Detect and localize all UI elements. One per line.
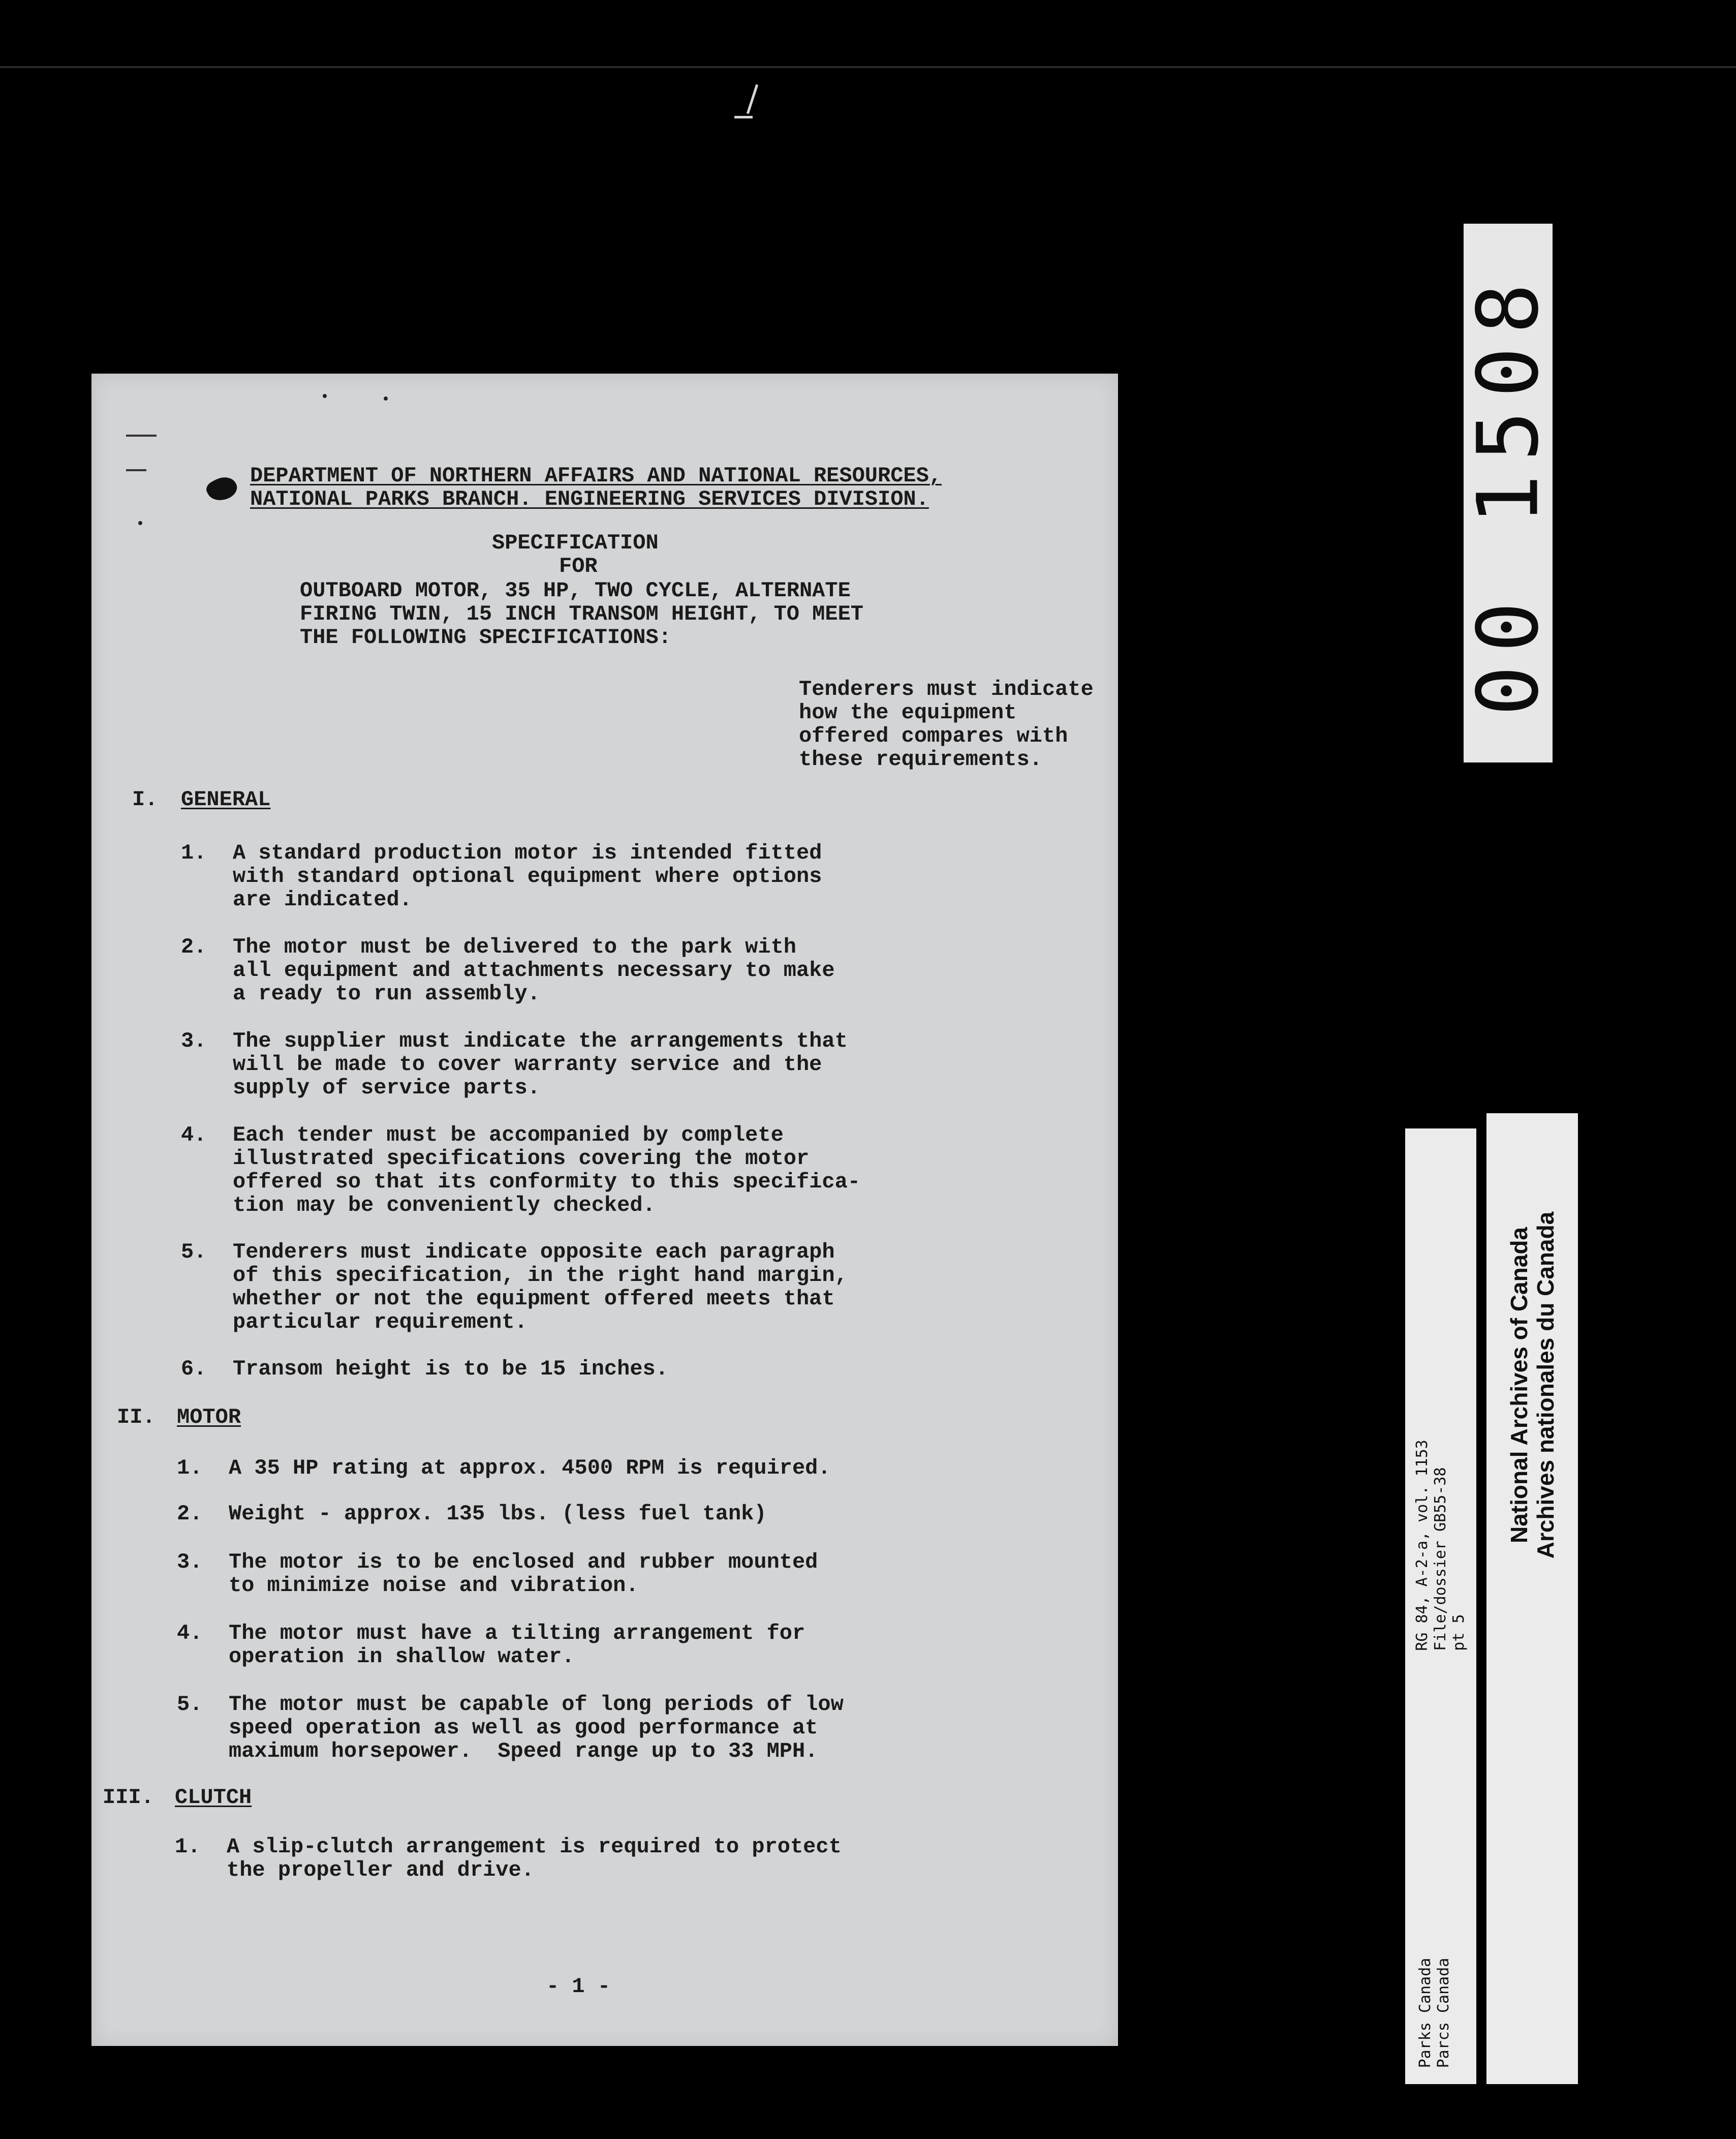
section-numeral: II.	[117, 1405, 156, 1429]
header-line-1: DEPARTMENT OF NORTHERN AFFAIRS AND NATIONAL RESOURCES,	[250, 464, 942, 488]
item-number: 3.	[181, 1029, 207, 1053]
item-line: are indicated.	[233, 888, 412, 912]
item-line: offered so that its conformity to this specifica-	[233, 1170, 861, 1194]
item-line: Tenderers must indicate opposite each paragraph	[233, 1240, 835, 1264]
archive-label-parks	[1405, 1128, 1476, 2084]
header-line-2: NATIONAL PARKS BRANCH. ENGINEERING SERVICES DIVISION.	[250, 487, 929, 511]
item-number: 2.	[177, 1502, 203, 1526]
item-number: 4.	[181, 1123, 207, 1147]
speck	[138, 521, 142, 525]
item-line: Weight - approx. 135 lbs. (less fuel tank)	[229, 1502, 767, 1526]
document-page	[91, 374, 1118, 2046]
item-number: 5.	[177, 1692, 203, 1717]
title-line-1: SPECIFICATION	[492, 531, 659, 555]
item-line: Each tender must be accompanied by complete	[233, 1123, 784, 1147]
title-line-2: FOR	[559, 554, 598, 578]
item-number: 2.	[181, 935, 207, 959]
item-line: particular requirement.	[233, 1310, 528, 1334]
item-line: with standard optional equipment where options	[233, 864, 822, 889]
item-line: A slip-clutch arrangement is required to protect	[227, 1835, 842, 1859]
agency-line-en: Parks Canada	[1416, 1958, 1434, 2068]
item-line: illustrated specifications covering the motor	[233, 1146, 810, 1171]
stray-mark	[747, 84, 758, 114]
reference-block	[1413, 1440, 1468, 1651]
item-line: of this specification, in the right hand margin,	[233, 1263, 848, 1288]
item-line: speed operation as well as good performance at	[229, 1716, 818, 1740]
item-line: a ready to run assembly.	[233, 982, 540, 1006]
side-note-line-3: offered compares with	[799, 724, 1068, 748]
item-line: tion may be conveniently checked.	[233, 1193, 656, 1217]
frame-number: 00 1508	[1459, 270, 1557, 716]
side-note-line-1: Tenderers must indicate	[799, 677, 1094, 701]
section-numeral: III.	[103, 1785, 154, 1810]
item-line: will be made to cover warranty service and the	[233, 1052, 822, 1077]
ink-blot	[204, 472, 240, 506]
title-line-5: THE FOLLOWING SPECIFICATIONS:	[300, 625, 671, 650]
speck	[384, 396, 388, 401]
margin-mark	[126, 435, 157, 437]
agency-block	[1416, 1958, 1453, 2068]
archives-block	[1506, 1212, 1559, 1559]
speck	[323, 394, 327, 398]
reference-line-3: pt 5	[1450, 1614, 1468, 1651]
item-number: 4.	[177, 1621, 203, 1645]
item-line: maximum horsepower. Speed range up to 33 MPH.	[229, 1739, 818, 1763]
item-line: whether or not the equipment offered meets that	[233, 1287, 835, 1311]
film-edge-line	[0, 66, 1736, 68]
item-number: 6.	[181, 1357, 207, 1381]
section-heading: GENERAL	[181, 787, 271, 812]
archive-label-national	[1486, 1113, 1578, 2084]
item-line: A standard production motor is intended fitted	[233, 841, 822, 865]
item-number: 1.	[175, 1835, 201, 1859]
item-line: supply of service parts.	[233, 1076, 540, 1100]
frame-number-stamp	[1459, 224, 1557, 762]
item-line: all equipment and attachments necessary to make	[233, 958, 835, 983]
side-note-line-4: these requirements.	[799, 747, 1042, 772]
side-note-line-2: how the equipment	[799, 700, 1017, 725]
item-line: The motor must have a tilting arrangement for	[229, 1621, 805, 1645]
item-line: The motor must be capable of long periods of low	[229, 1692, 844, 1717]
item-line: Transom height is to be 15 inches.	[233, 1357, 668, 1381]
title-line-3: OUTBOARD MOTOR, 35 HP, TWO CYCLE, ALTERNATE	[300, 578, 851, 603]
archives-line-fr: Archives nationales du Canada	[1532, 1211, 1559, 1559]
archives-line-en: National Archives of Canada	[1506, 1227, 1532, 1544]
section-heading: CLUTCH	[175, 1785, 252, 1810]
margin-mark	[126, 469, 146, 471]
item-line: A 35 HP rating at approx. 4500 RPM is required.	[229, 1456, 831, 1480]
section-heading: MOTOR	[177, 1405, 241, 1429]
stray-mark	[734, 116, 753, 118]
item-line: operation in shallow water.	[229, 1644, 575, 1669]
item-line: The supplier must indicate the arrangements that	[233, 1029, 848, 1053]
agency-line-fr: Parcs Canada	[1435, 1958, 1452, 2068]
item-line: to minimize noise and vibration.	[229, 1573, 639, 1598]
title-line-4: FIRING TWIN, 15 INCH TRANSOM HEIGHT, TO MEET	[300, 602, 863, 626]
reference-line-2: File/dossier GB55-38	[1432, 1467, 1449, 1651]
item-line: The motor is to be enclosed and rubber mounted	[229, 1550, 818, 1574]
item-number: 1.	[181, 841, 207, 865]
item-line: The motor must be delivered to the park with	[233, 935, 796, 959]
section-numeral: I.	[132, 787, 158, 812]
page-number: - 1 -	[546, 1974, 611, 1999]
item-line: the propeller and drive.	[227, 1858, 534, 1882]
reference-line-1: RG 84, A-2-a, vol. 1153	[1413, 1440, 1431, 1651]
item-number: 3.	[177, 1550, 203, 1574]
item-number: 5.	[181, 1240, 207, 1264]
item-number: 1.	[177, 1456, 203, 1480]
